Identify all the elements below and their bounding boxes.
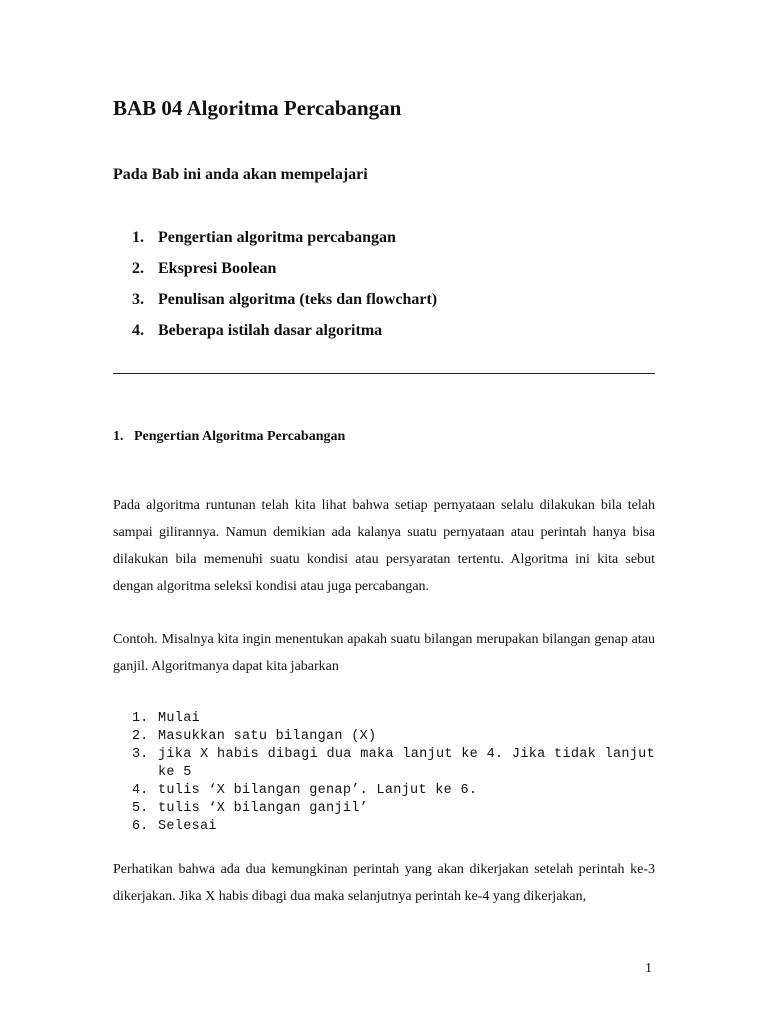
outline-item (132, 227, 437, 258)
body-paragraph: Contoh. Misalnya kita ingin menentukan apakah suatu bilangan merupakan bilangan genap atau ganjil. Algoritmanya dapat kita jabarkan (113, 632, 655, 674)
section-number: 1. (113, 429, 124, 444)
step-number: 1. (132, 711, 149, 726)
outline-item-text: Penulisan algoritma (teks dan flowchart) (158, 291, 438, 308)
page-number: 1 (645, 961, 652, 976)
step-text: jika X habis dibagi dua maka lanjut ke 4. Jika tidak lanjut ke 5 (158, 747, 655, 780)
outline-item-text: Beberapa istilah dasar algoritma (158, 322, 383, 339)
outline-item-text: Pengertian algoritma percabangan (158, 229, 396, 246)
outline-item (132, 289, 437, 320)
page-title: BAB 04 Algoritma Percabangan (113, 96, 402, 120)
body-paragraph: Pada algoritma runtunan telah kita lihat bahwa setiap pernyataan selalu dilakukan bila telah sampai gilirannya. Namun demikian ada kalanya suatu pernyataan atau perintah hanya bisa dilakukan bila memenuhi suatu kondisi atau persyaratan tertentu. Algoritma ini kita sebut dengan algoritma seleksi kondisi atau juga percabangan. (113, 498, 655, 594)
outline-item (132, 258, 437, 289)
step-text: tulis ‘X bilangan ganjil’ (158, 801, 369, 816)
outline-item-number: 1. (132, 229, 144, 246)
outline-item-number: 4. (132, 322, 144, 339)
step-text: Mulai (158, 711, 201, 726)
step-number: 5. (132, 801, 149, 816)
algorithm-step (132, 782, 655, 800)
outline-item-text: Ekspresi Boolean (158, 260, 277, 277)
algorithm-step (132, 746, 655, 782)
horizontal-divider (113, 373, 655, 374)
step-number: 2. (132, 729, 149, 744)
section-title: Pengertian Algoritma Percabangan (134, 429, 346, 444)
step-number: 4. (132, 783, 149, 798)
step-text: Selesai (158, 819, 217, 834)
body-paragraph: Perhatikan bahwa ada dua kemungkinan perintah yang akan dikerjakan setelah perintah ke-3 dikerjakan. Jika X habis dibagi dua maka selanjutnya perintah ke-4 yang dikerjakan, (113, 862, 655, 904)
chapter-outline-list (132, 227, 437, 351)
algorithm-steps-list (132, 710, 655, 836)
algorithm-step (132, 710, 655, 728)
outline-item-number: 2. (132, 260, 144, 277)
outline-item (132, 320, 437, 351)
algorithm-step (132, 800, 655, 818)
step-text: tulis ‘X bilangan genap’. Lanjut ke 6. (158, 783, 478, 798)
section-heading (113, 426, 345, 448)
step-text: Masukkan satu bilangan (X) (158, 729, 377, 744)
algorithm-step (132, 818, 655, 836)
step-number: 6. (132, 819, 149, 834)
outline-item-number: 3. (132, 291, 144, 308)
step-number: 3. (132, 747, 149, 762)
algorithm-step (132, 728, 655, 746)
intro-text: Pada Bab ini anda akan mempelajari (113, 166, 368, 183)
